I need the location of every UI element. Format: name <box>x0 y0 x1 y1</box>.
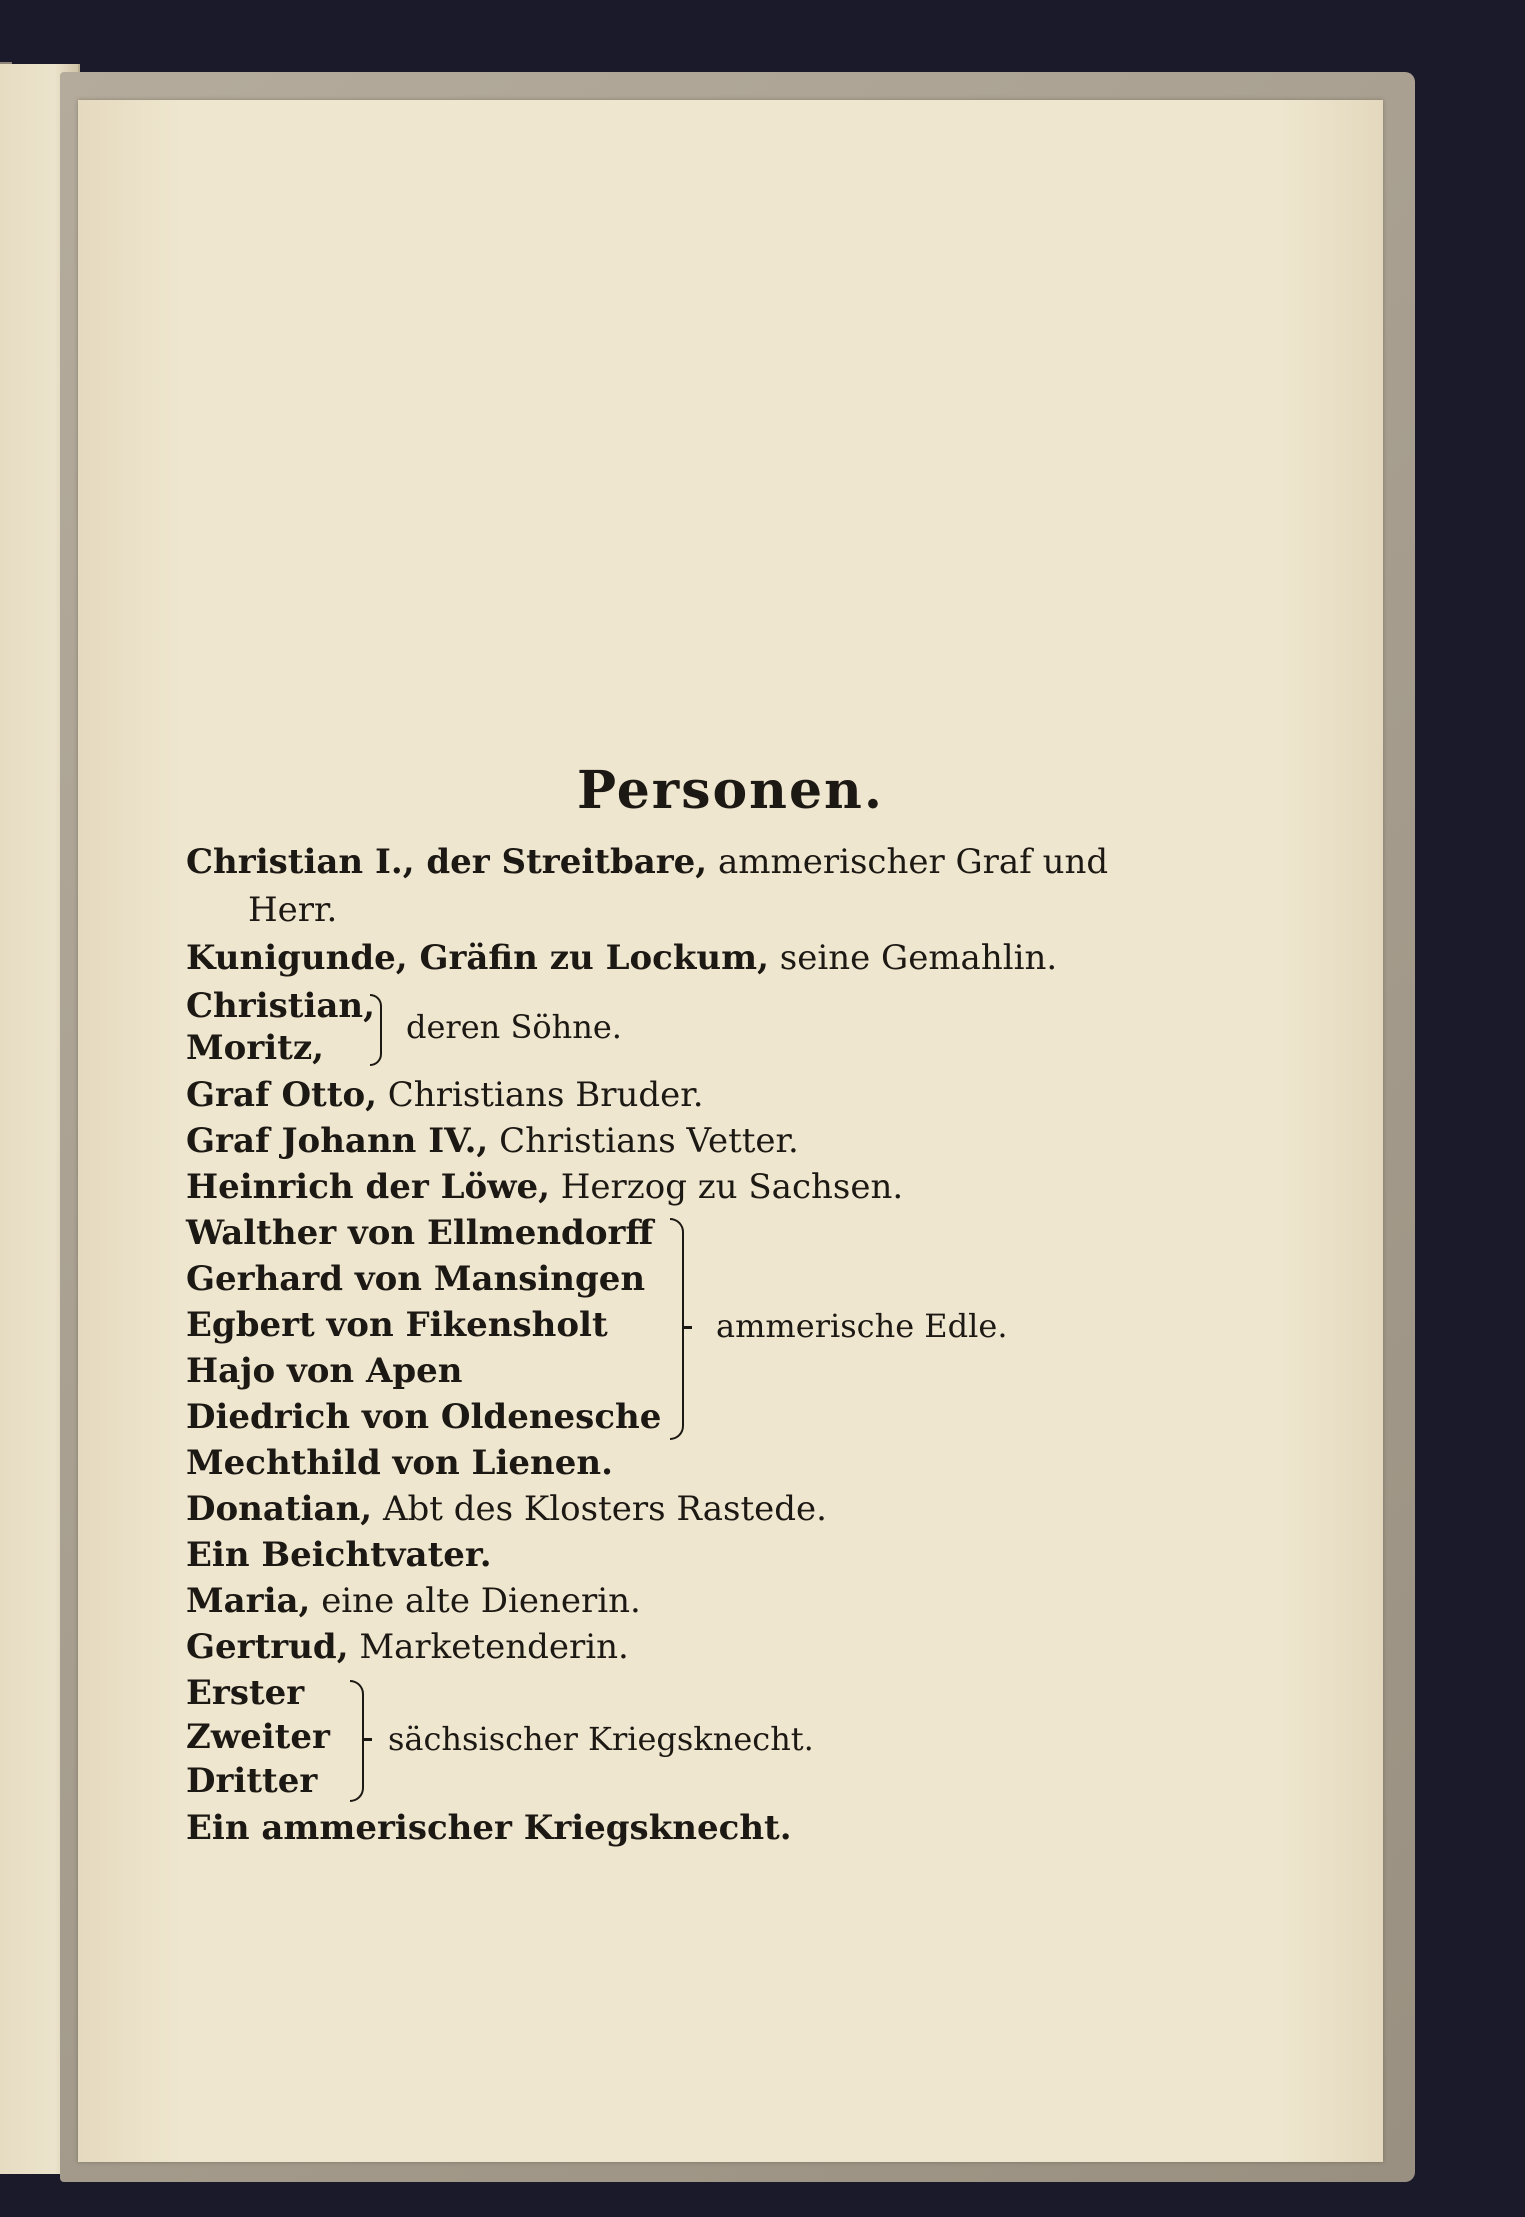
cast-entry-hajo: Hajo von Apen <box>186 1351 463 1391</box>
cast-entry-knecht-dritter: Dritter <box>186 1761 318 1801</box>
cast-entry-beichtvater: Ein Beichtvater. <box>186 1535 492 1575</box>
cast-entry-gerhard: Gerhard von Mansingen <box>186 1259 646 1299</box>
entry-name: Maria, <box>186 1581 311 1621</box>
entry-desc: seine Gemahlin. <box>779 938 1058 978</box>
cast-entry-sohn-christian: Christian, <box>186 986 375 1026</box>
entry-desc: ammerischer Graf und <box>717 842 1109 882</box>
cast-entry-otto <box>186 1075 704 1115</box>
cast-entry-christian-cont: Herr. <box>248 890 338 930</box>
entry-name: Kunigunde, Gräfin zu Lockum, <box>186 938 769 978</box>
cast-entry-johann <box>186 1121 799 1161</box>
cast-entry-kunigunde <box>186 938 1057 978</box>
entry-name: Christian I., der Streitbare, <box>186 842 708 882</box>
edle-label: ammerische Edle. <box>716 1307 1008 1345</box>
entry-name: Graf Johann IV., <box>186 1121 489 1161</box>
cast-entry-maria <box>186 1581 641 1621</box>
entry-name: Heinrich der Löwe, <box>186 1167 550 1207</box>
entry-desc: Christians Vetter. <box>499 1121 799 1161</box>
cast-entry-mechthild: Mechthild von Lienen. <box>186 1443 613 1483</box>
cast-entry-walther: Walther von Ellmendorff <box>186 1213 654 1253</box>
cast-entry-ammerischer-kriegsknecht: Ein ammerischer Kriegsknecht. <box>186 1808 792 1848</box>
book-page <box>78 100 1383 2162</box>
entry-desc: eine alte Dienerin. <box>321 1581 641 1621</box>
knecht-label: sächsischer Kriegsknecht. <box>388 1720 814 1758</box>
cast-entry-knecht-zweiter: Zweiter <box>186 1717 330 1757</box>
cast-entry-heinrich <box>186 1167 903 1207</box>
cast-entry-knecht-erster: Erster <box>186 1673 305 1713</box>
cast-entry-donatian <box>186 1489 827 1529</box>
cast-entry-sohn-moritz: Moritz, <box>186 1028 324 1068</box>
cast-entry-diedrich: Diedrich von Oldenesche <box>186 1397 662 1437</box>
entry-desc: Herzog zu Sachsen. <box>560 1167 904 1207</box>
page-title: Personen. <box>577 760 884 821</box>
entry-desc: Christians Bruder. <box>387 1075 704 1115</box>
brace-knechte <box>350 1680 364 1802</box>
page-content <box>78 100 1383 2162</box>
cast-entry-christian <box>186 842 1108 882</box>
brace-edle-tip <box>682 1326 692 1329</box>
entry-name: Donatian, <box>186 1489 373 1529</box>
brace-soehne <box>370 994 382 1066</box>
cast-entry-gertrud <box>186 1627 629 1667</box>
entry-desc: Marketenderin. <box>359 1627 629 1667</box>
cast-entry-egbert: Egbert von Fikensholt <box>186 1305 608 1345</box>
entry-desc: Abt des Klosters Rastede. <box>382 1489 827 1529</box>
entry-name: Graf Otto, <box>186 1075 377 1115</box>
entry-name: Gertrud, <box>186 1627 349 1667</box>
brace-edle <box>670 1218 684 1440</box>
soehne-label: deren Söhne. <box>406 1008 622 1046</box>
brace-knechte-tip <box>362 1738 372 1741</box>
